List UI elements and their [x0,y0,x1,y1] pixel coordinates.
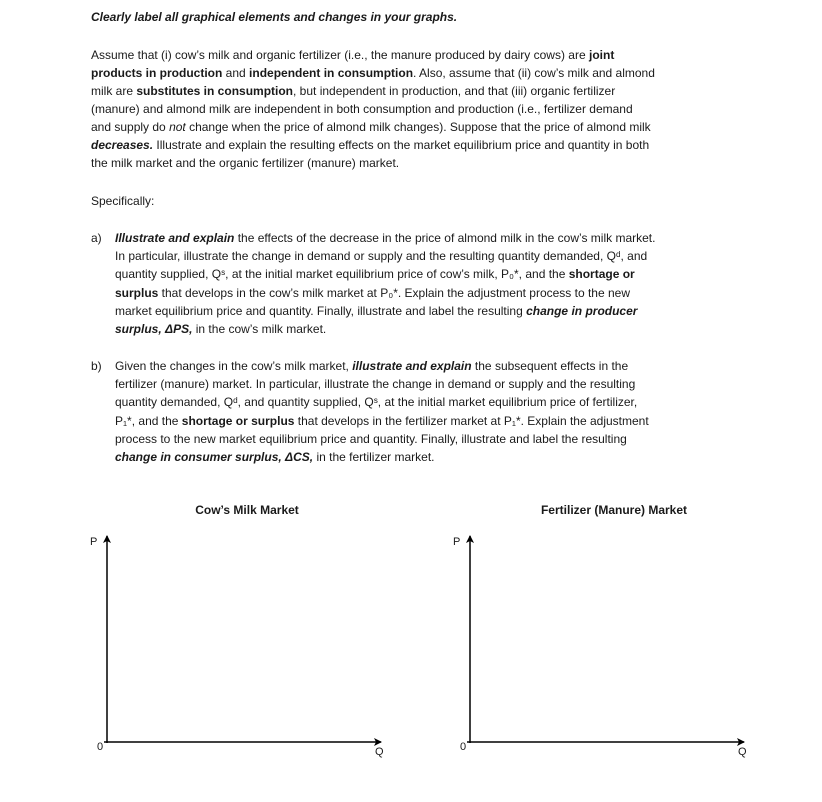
text-segment: . Also, assume that (ii) cow’s milk and almond [413,66,655,80]
text-segment: change in producer [526,303,638,318]
text-segment: that develops in the fertilizer market at P₁*. Explain the adjustment [294,413,649,428]
origin-label: 0 [97,741,104,753]
graph-title-fertilizer: Fertilizer (Manure) Market [540,503,688,517]
text-segment: change in consumer surplus, ΔCS, [115,450,314,464]
text-segment: and supply do [91,120,170,134]
text-segment: products in production [91,66,223,80]
text-segment: market equilibrium price and quantity. Finally, illustrate and label the resulting [115,303,527,318]
text-segment: (manure) and almond milk are independent in both consumption and production (i.e., fertilizer demand [91,102,633,116]
text-segment: the milk market and the organic fertilizer (manure) market. [91,156,400,170]
text-segment: that develops in the cow’s milk market at P₀*. Explain the adjustment process to the new [158,285,631,300]
y-axis-label: P [90,536,98,548]
graph-title-cows-milk: Cow’s Milk Market [195,503,299,517]
text-segment: shortage or surplus [181,413,295,428]
fertilizer-axes [467,536,744,743]
text-segment: change when the price of almond milk changes). Suppose that the price of almond milk [185,120,651,134]
origin-label: 0 [460,741,467,753]
text-segment: the subsequent effects in the [471,359,629,373]
cows-milk-axes [104,536,381,743]
x-axis-label: Q [738,746,747,758]
text-segment: quantity supplied, Qˢ, at the initial market equilibrium price of cow’s milk, P₀*, and the [115,267,569,282]
text-segment: surplus [115,285,159,300]
text-segment: fertilizer (manure) market. In particular, illustrate the change in demand or supply and the resulting [115,377,636,392]
x-axis-label: Q [375,746,384,758]
text-segment: , but independent in production, and that (iii) organic fertilizer [293,84,616,98]
text-segment: Clearly label all graphical elements and changes in your graphs. [91,10,458,24]
text-segment: not [169,120,186,134]
text-segment: quantity demanded, Qᵈ, and quantity supplied, Qˢ, at the initial market equilibrium price of fertilizer, [115,395,638,410]
text-segment: shortage or [568,267,635,282]
text-segment: Given the changes in the cow’s milk market, [115,359,353,373]
text-segment: independent in consumption [249,66,414,80]
text-segment: P₁*, and the [115,413,182,428]
text-segment: substitutes in consumption [136,84,294,98]
list-marker: b) [91,359,102,373]
text-segment: in the fertilizer market. [313,450,435,464]
text-segment: Illustrate and explain [115,231,235,245]
text-segment: milk are [91,84,137,98]
list-marker: a) [91,231,102,245]
text-segment: process to the new market equilibrium price and quantity. Finally, illustrate and label the resulting [115,431,627,446]
text-segment: in the cow’s milk market. [192,322,327,336]
text-segment: In particular, illustrate the change in demand or supply and the resulting quantity demanded, Qᵈ, and [115,249,648,264]
text-segment: Assume that (i) cow’s milk and organic fertilizer (i.e., the manure produced by dairy cows) are [91,48,589,62]
text-segment: decreases. [91,138,154,152]
y-axis-label: P [453,536,461,548]
text-segment: joint [588,48,615,62]
text-segment: the effects of the decrease in the price of almond milk in the cow’s milk market. [234,231,656,245]
text-segment: Illustrate and explain the resulting effects on the market equilibrium price and quantity in both [153,138,650,152]
text-segment: surplus, ΔPS, [115,322,193,336]
text-segment: and [222,66,250,80]
text-segment: illustrate and explain [352,359,472,373]
text-segment: Specifically: [91,194,155,208]
